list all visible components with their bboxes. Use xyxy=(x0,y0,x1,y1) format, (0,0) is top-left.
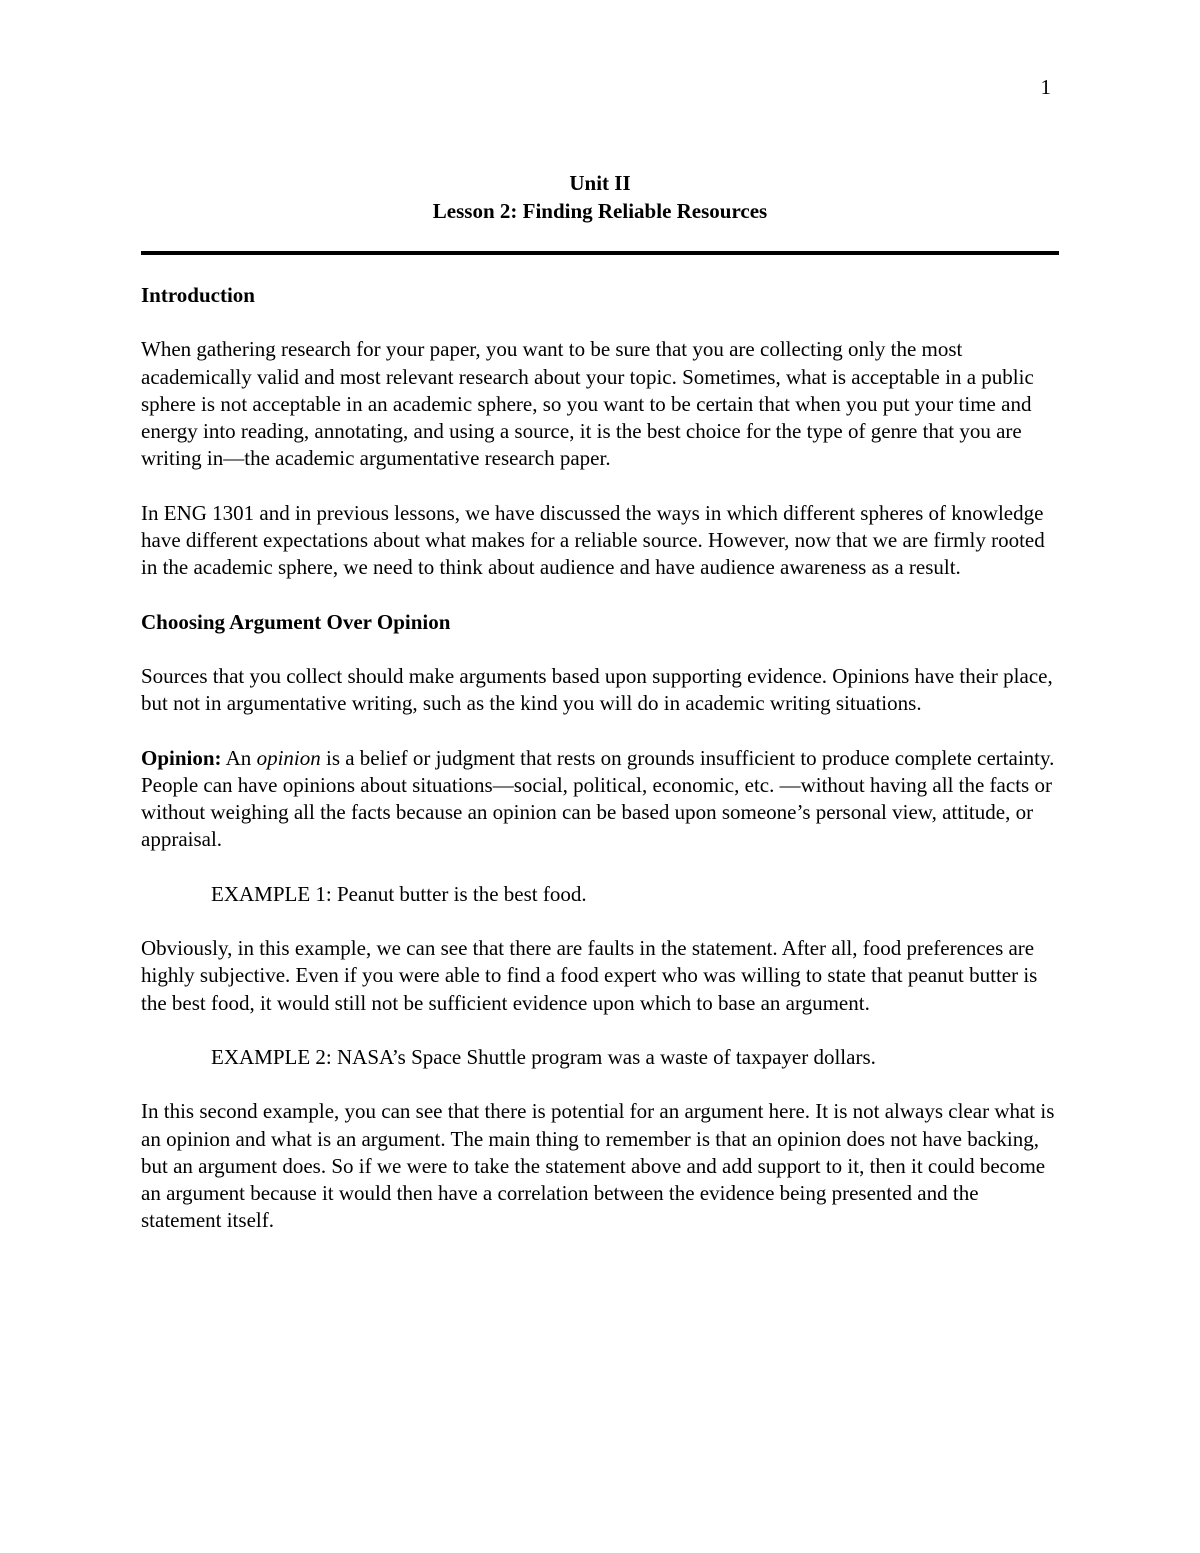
introduction-heading: Introduction xyxy=(141,283,255,307)
example-2: EXAMPLE 2: NASA’s Space Shuttle program was a waste of taxpayer dollars. xyxy=(211,1044,876,1069)
title-divider xyxy=(141,251,1059,255)
introduction-paragraph-2: In ENG 1301 and in previous lessons, we have discussed the ways in which different spheres of knowledge have different expectations about what makes for a reliable source. However, now that we are firmly rooted in the academic sphere, we need to think about audience and have audience awareness as a result. xyxy=(141,500,1045,580)
introduction-paragraph-1: When gathering research for your paper, you want to be sure that you are collecting only the most academically valid and most relevant research about your topic. Sometimes, what is acceptable in a public sphere is not acceptable in an academic sphere, so you want to be certain that when you put your time and energy into reading, annotating, and using a source, it is the best choice for the type of genre that you are writing in—the academic argumentative research paper. xyxy=(141,337,1034,471)
opinion-pre-text: An xyxy=(221,745,257,770)
argument-paragraph-4: In this second example, you can see that there is potential for an argument here. It is not always clear what is an opinion and what is an argument. The main thing to remember is that an opinion does not have backing, but an argument does. So if we were to take the statement above and add support to it, then it could become an argument because it would then have a correlation between the evidence being presented and the statement itself. xyxy=(141,1099,1055,1233)
lesson-title: Lesson 2: Finding Reliable Resources xyxy=(432,199,768,223)
title-block xyxy=(141,169,1059,225)
opinion-label: Opinion: xyxy=(141,745,222,770)
argument-paragraph-3: Obviously, in this example, we can see that there are faults in the statement. After all, food preferences are highly subjective. Even if you were able to find a food expert who was willing to state that peanut butter is the best food, it would still not be sufficient evidence upon which to base an argument. xyxy=(141,936,1038,1015)
page-number: 1 xyxy=(1040,75,1051,99)
argument-paragraph-1: Sources that you collect should make arguments based upon supporting evidence. Opinions have their place, but not in argumentative writing, such as the kind you will do in academic writing situations. xyxy=(141,663,1053,716)
opinion-term: opinion xyxy=(256,745,321,770)
opinion-definition-paragraph xyxy=(141,745,1061,854)
example-1: EXAMPLE 1: Peanut butter is the best food. xyxy=(211,881,587,906)
argument-section-heading: Choosing Argument Over Opinion xyxy=(141,609,451,634)
document-body xyxy=(141,282,1061,1262)
unit-title: Unit II xyxy=(569,171,631,195)
opinion-post-text: is a belief or judgment that rests on grounds insufficient to produce complete certainty. People can have opinions about situations—social, political, economic, etc. —without having all the facts or without weighing all the facts because an opinion can be based upon someone’s personal view, attitude, or appraisal. xyxy=(141,745,1055,852)
